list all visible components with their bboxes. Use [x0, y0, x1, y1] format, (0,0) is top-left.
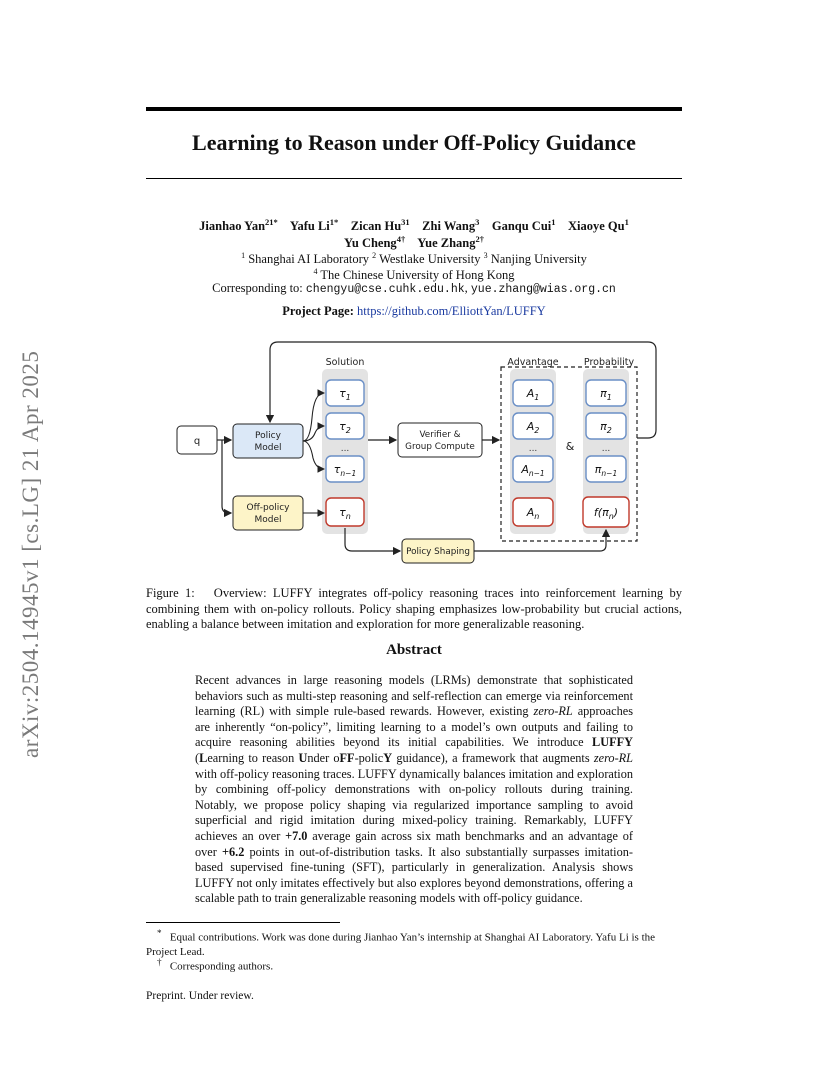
- caption-label: Figure 1:: [146, 586, 195, 600]
- abstract-text: guidance), a framework that augments: [392, 750, 594, 765]
- affiliation: Nanjing University: [490, 252, 587, 267]
- footnote-text: Corresponding authors.: [169, 960, 274, 973]
- prob-n1-label: $\pi_{n-1}$: [594, 463, 618, 478]
- policy-to-tau2-arrow: [303, 426, 324, 441]
- footnote-2: [146, 955, 682, 974]
- title-rule-bottom: [146, 178, 682, 179]
- footnote-mark: *: [157, 928, 162, 938]
- abstract-text: approaches are inherently “on-policy”, limiting learning to a model’s own outputs and failing to acquire reasoning abilities beyond its initial capabilities. We introduce: [195, 704, 633, 750]
- abstract-bold: L: [199, 750, 208, 765]
- abstract-bold: +7.0: [285, 828, 308, 843]
- verifier-label: Group Compute: [405, 442, 475, 452]
- figure-caption: [146, 586, 682, 633]
- author-sup: 1*: [329, 217, 339, 227]
- author-name: Zican Hu: [350, 219, 402, 234]
- abstract-text: nder o: [307, 750, 340, 765]
- aff-sup: 2: [372, 251, 377, 260]
- abstract-text: (: [195, 750, 200, 765]
- author-name: Jianhao Yan: [199, 219, 266, 234]
- project-link[interactable]: https://github.com/ElliottYan/LUFFY: [357, 304, 546, 318]
- paper-title: Learning to Reason under Off-Policy Guidance: [192, 130, 636, 155]
- abstract-text: Recent advances in large reasoning models (LRMs) demonstrate that sophisticated behaviors such as multi-step reasoning and self-reflection can emerge via reinforcement learning (RL) with simple rule-based rewards. However, existing: [195, 673, 633, 719]
- author-sup: 4†: [396, 234, 406, 244]
- footnote-1: [146, 926, 682, 959]
- affiliation: Westlake University: [379, 252, 481, 267]
- abstract-italic: zero-RL: [593, 750, 634, 765]
- project-page-line: [120, 304, 708, 319]
- policy-model-label: Model: [254, 443, 282, 453]
- author-sup: 31: [401, 217, 410, 227]
- aff-sup: 3: [483, 251, 488, 260]
- abstract-text: average gain across six math benchmarks and an advantage of over: [195, 828, 633, 859]
- abstract-bold: Y: [383, 750, 393, 765]
- adv-2-label: $A_2$: [526, 420, 540, 435]
- prob-2-label: $\pi_2$: [600, 420, 612, 435]
- tau-2-label: $\tau_2$: [339, 420, 351, 435]
- abstract-bold: LUFFY: [592, 735, 633, 750]
- adv-n-label: $A_n$: [526, 506, 540, 521]
- solution-dots: ...: [340, 444, 350, 454]
- overview-figure: [160, 338, 670, 574]
- advantage-dots: ...: [528, 444, 538, 454]
- abstract-bold: +6.2: [221, 844, 245, 859]
- corresponding-line: [120, 280, 708, 298]
- footnote-rule: [146, 922, 340, 923]
- author-name: Zhi Wang: [422, 219, 476, 234]
- abstract-text: with off-policy reasoning traces. LUFFY dynamically balances imitation and exploration by combining off-policy demonstrations with on-policy rollouts during training. Notably, we propose policy shaping via regularized importance sampling to avoid superficial and rigid imitation during mixed-policy training. Remarkably, LUFFY achieves an over: [195, 766, 633, 843]
- abstract-text: -polic: [354, 750, 384, 765]
- author-name: Yu Cheng: [344, 236, 397, 251]
- separator: ,: [464, 281, 468, 295]
- abstract-bold: U: [298, 750, 308, 765]
- footnote-mark: †: [157, 957, 162, 967]
- author-name: Yue Zhang: [417, 236, 476, 251]
- aff-sup: 1: [241, 251, 246, 260]
- author-name: Yafu Li: [289, 219, 330, 234]
- offpolicy-model-label: Model: [254, 515, 282, 525]
- affiliation: Shanghai AI Laboratory: [248, 252, 370, 267]
- author-name: Ganqu Cui: [491, 219, 552, 234]
- abstract-heading: Abstract: [386, 642, 442, 658]
- abstract-text: points in out-of-distribution tasks. It also substantially surpasses imitation-based supervised fine-tuning (SFT), particularly in generalization. Analysis shows LUFFY not only imitates effectively but also explores beyond demonstrations, offering a scalable path to train generalizable reasoning models with off-policy guidance.: [195, 844, 633, 906]
- col-probability: Probability: [583, 357, 635, 368]
- tau-1-label: $\tau_1$: [339, 387, 351, 402]
- author-sup: 1: [551, 217, 556, 227]
- author-sup: 2†: [475, 234, 484, 244]
- project-label: Project Page:: [282, 304, 354, 318]
- abstract-body: [195, 673, 633, 907]
- abstract-bold: FF: [339, 750, 355, 765]
- author-sup: 21*: [265, 217, 278, 227]
- arxiv-id: arXiv:2504.14945v1 [cs.LG] 21 Apr 2025: [18, 350, 43, 758]
- arxiv-sidebar: [18, 298, 54, 758]
- abstract-text: earning to reason: [207, 750, 299, 765]
- col-solution: Solution: [325, 357, 365, 368]
- policy-to-tau1-arrow: [303, 393, 324, 441]
- abstract-italic: zero-RL: [533, 704, 573, 719]
- policy-shaping-label: Policy Shaping: [406, 547, 470, 557]
- policy-to-taun1-arrow: [303, 441, 324, 469]
- prob-1-label: $\pi_1$: [600, 387, 612, 402]
- tau-n-label: $\tau_n$: [339, 506, 351, 521]
- q-to-offpolicy-arrow: [222, 440, 231, 513]
- title-rule-top: [146, 107, 682, 111]
- prob-n-label: $f(\pi_n)$: [593, 506, 619, 521]
- preprint-note: Preprint. Under review.: [146, 990, 254, 1002]
- email-link[interactable]: chengyu@cse.cuhk.edu.hk: [305, 283, 465, 296]
- author-name: Xiaoye Qu: [568, 219, 625, 234]
- aff-sup: 4: [313, 267, 318, 276]
- policy-model-label: Policy: [255, 431, 281, 441]
- footnote-text: Equal contributions. Work was done during Jianhao Yan’s internship at Shanghai AI Laboratory. Yafu Li is the Project Lead.: [146, 931, 656, 958]
- affiliation: The Chinese University of Hong Kong: [320, 268, 515, 283]
- corresponding-label: Corresponding to:: [212, 281, 303, 295]
- email-link[interactable]: yue.zhang@wias.org.cn: [470, 283, 616, 296]
- adv-n1-label: $A_{n-1}$: [521, 463, 545, 478]
- author-sup: 1: [624, 217, 629, 227]
- tau-n1-label: $\tau_{n-1}$: [333, 463, 357, 478]
- ampersand: &: [565, 440, 575, 453]
- q-label: q: [193, 436, 201, 447]
- offpolicy-model-label: Off-policy: [246, 503, 290, 513]
- author-sup: 3: [475, 217, 480, 227]
- caption-text: Overview: LUFFY integrates off-policy reasoning traces into reinforcement learning by combining them with on-policy rollouts. Policy shaping emphasizes low-probability but crucial actions, enabling a balance between imitation and exploration for more generalizable reasoning.: [146, 586, 682, 631]
- probability-dots: ...: [601, 444, 611, 454]
- verifier-label: Verifier &: [419, 430, 461, 440]
- col-advantage: Advantage: [507, 357, 559, 368]
- adv-1-label: $A_1$: [526, 387, 540, 402]
